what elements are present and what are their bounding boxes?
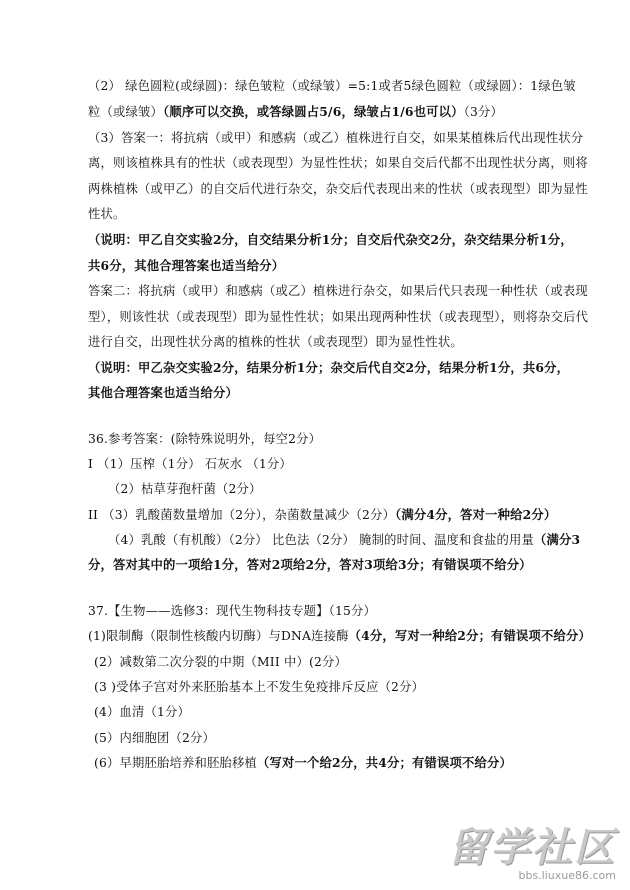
q35-answer2-line2: 型），则该性状（或表现型）即为显性性状；如果出现两种性状（或表现型），则将杂交后代 xyxy=(88,310,589,324)
q37-item2: (2）减数第二次分裂的中期（MII 中）(2分） xyxy=(94,655,348,669)
q37-heading: 37.【生物——选修3：现代生物科技专题】（15分） xyxy=(88,604,377,618)
q35-part3-line2: 离，则该植株具有的性状（或表现型）为显性性状；如果自交后代都不出现性状分离，则将 xyxy=(88,156,588,170)
watermark-logo xyxy=(448,826,616,882)
q35-note2-line1: （说明：甲乙杂交实验2分，结果分析1分；杂交后代自交2分，结果分析1分，共6分， xyxy=(88,360,570,375)
q37-item6-text: (6）早期胚胎培养和胚胎移植 xyxy=(94,756,257,770)
q35-part2-score: （3分） xyxy=(463,105,504,119)
q36-item3-note: （满分4分，答对一种给2分） xyxy=(395,507,557,522)
q35-part3-line4: 性状。 xyxy=(88,207,126,221)
q36-item3-text: II （3）乳酸菌数量增加（2分），杂菌数量减少（2分） xyxy=(88,508,396,522)
q35-answer2-line3: 进行自交，出现性状分离的植株的性状（或表现型）即为显性性状。 xyxy=(88,335,463,349)
q35-note1-line1: （说明：甲乙自交实验2分，自交结果分析1分；自交后代杂交2分，杂交结果分析1分， xyxy=(88,232,573,247)
q37-item1-note: （4分，写对一种给2分；有错误项不给分） xyxy=(348,628,592,643)
q35-part2-line2-text: 粒（或绿皱） xyxy=(88,105,163,119)
watermark-brand: 留学社区 xyxy=(448,825,616,871)
q35-part2-line1: （2） 绿色圆粒(或绿圆)：绿色皱粒（或绿皱）=5:1或者5绿色圆粒（或绿圆）：1绿色皱 xyxy=(88,79,576,93)
q36-part2-item3 xyxy=(88,507,608,523)
q36-part1-item1: I （1）压榨（1分） 石灰水 （1分） xyxy=(88,457,292,471)
q37-item3: (3 )受体子宫对外来胚胎基本上不发生免疫排斥反应（2分） xyxy=(94,680,425,694)
q37-item6 xyxy=(94,755,614,771)
q36-item4-text: （4）乳酸（有机酸）（2分） 比色法（2分） 腌制的时间、温度和食盐的用量 xyxy=(108,533,535,547)
q37-item1-text: (1)限制酶（限制性核酸内切酶）与DNA连接酶 xyxy=(88,629,349,643)
q37-item1 xyxy=(88,628,608,644)
q35-part2-line2 xyxy=(88,104,608,120)
q37-item6-note: （写对一个给2分，共4分；有错误项不给分） xyxy=(256,755,512,770)
q36-heading: 36.参考答案：(除特殊说明外，每空2分） xyxy=(88,432,322,446)
q35-note1-line2: 共6分，其他合理答案也适当给分） xyxy=(88,258,285,273)
q35-part2-note: （顺序可以交换，或答绿圆占5/6，绿皱占1/6也可以） xyxy=(162,104,464,119)
q37-item4: (4）血清（1分） xyxy=(94,705,191,719)
q35-note2-line2: 其他合理答案也适当给分） xyxy=(88,385,238,400)
q36-part2-item4 xyxy=(108,532,628,548)
watermark-url: bbs.liuxue86.com xyxy=(518,869,616,882)
q36-item4-note: （满分3 xyxy=(534,532,581,547)
q37-item5: (5）内细胞团（2分） xyxy=(94,731,216,745)
q35-part3-line1: （3）答案一：将抗病（或甲）和感病（或乙）植株进行自交，如果某植株后代出现性状分 xyxy=(88,131,584,145)
q35-part3-line3: 两株植株（或甲乙）的自交后代进行杂交，杂交后代表现出来的性状（或表现型）即为显性 xyxy=(88,182,588,196)
q36-item4-note-cont: 分，答对其中的一项给1分，答对2项给2分，答对3项给3分；有错误项不给分） xyxy=(88,557,532,572)
q35-answer2-line1: 答案二：将抗病（或甲）和感病（或乙）植株进行杂交，如果后代只表现一种性状（或表现 xyxy=(88,284,588,298)
q36-part1-item2: （2）枯草芽孢杆菌（2分） xyxy=(108,482,262,496)
